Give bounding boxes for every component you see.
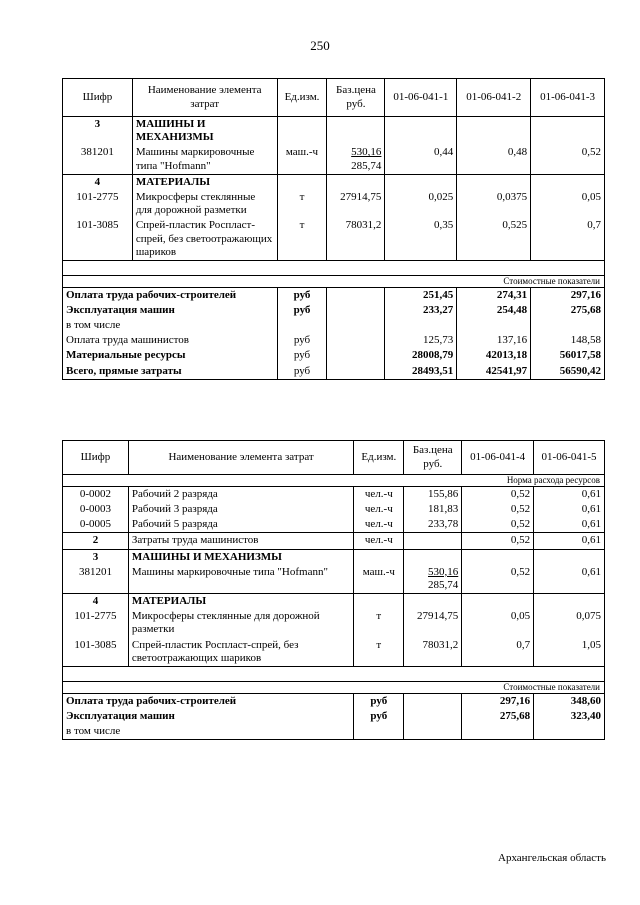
table-row: 0-0003 Рабочий 3 разряда чел.-ч 181,83 0,52 0,61: [63, 502, 605, 517]
cost-row: Материальные ресурсы руб 28008,79 42013,18 56017,58: [63, 348, 605, 363]
col-header-code: Шифр: [63, 79, 133, 117]
table-row: 101-3085 Спрей-пластик Роспласт-спрей, без светоотражающих шариков т 78031,2 0,35 0,525 0,7: [63, 218, 605, 260]
table-row: 101-2775 Микросферы стеклянные для дорожной разметки т 27914,75 0,05 0,075: [63, 609, 605, 637]
table-row: 101-2775 Микросферы стеклянные для дорожной разметки т 27914,75 0,025 0,0375 0,05: [63, 190, 605, 218]
cost-indicators-header: Стоимостные показатели: [63, 275, 605, 287]
col-header-name: Наименование элемента затрат: [128, 441, 353, 475]
section-driver-labor: 2 Затраты труда машинистов чел.-ч 0,52 0,61: [63, 533, 605, 549]
norm-header: Норма расхода ресурсов: [63, 475, 605, 487]
section-machines: 3 МАШИНЫ И МЕХАНИЗМЫ: [63, 549, 605, 565]
cost-row: Оплата труда машинистов руб 125,73 137,16 148,58: [63, 333, 605, 348]
col-header-code: Шифр: [63, 441, 129, 475]
cost-row: Оплата труда рабочих-строителей руб 297,16 348,60: [63, 693, 605, 709]
col-header-041-5: 01-06-041-5: [534, 441, 605, 475]
table-row: 101-3085 Спрей-пластик Роспласт-спрей, без светоотражающих шариков т 78031,2 0,7 1,05: [63, 638, 605, 667]
table-row: 0-0005 Рабочий 5 разряда чел.-ч 233,78 0,52 0,61: [63, 517, 605, 533]
cost-indicators-header: Стоимостные показатели: [63, 682, 605, 694]
col-header-041-2: 01-06-041-2: [457, 79, 531, 117]
table-row: 0-0002 Рабочий 2 разряда чел.-ч 155,86 0,52 0,61: [63, 486, 605, 502]
page-number: 250: [310, 38, 330, 53]
cost-row-total: Всего, прямые затраты руб 28493,51 42541,97 56590,42: [63, 364, 605, 380]
col-header-price: Баз.цена руб.: [404, 441, 462, 475]
section-machines: 3 МАШИНЫ И МЕХАНИЗМЫ: [63, 117, 605, 146]
col-header-041-3: 01-06-041-3: [531, 79, 605, 117]
section-materials: 4 МАТЕРИАЛЫ: [63, 174, 605, 190]
resource-table-1: [62, 78, 605, 380]
col-header-041-1: 01-06-041-1: [385, 79, 457, 117]
section-materials: 4 МАТЕРИАЛЫ: [63, 594, 605, 610]
col-header-unit: Ед.изм.: [277, 79, 327, 117]
col-header-unit: Ед.изм.: [354, 441, 404, 475]
resource-table-2: [62, 440, 605, 740]
cost-row: в том числе: [63, 724, 605, 740]
col-header-name: Наименование элемента затрат: [132, 79, 277, 117]
col-header-041-4: 01-06-041-4: [462, 441, 534, 475]
table-row: 381201 Машины маркировочные типа "Hofmann" маш.-ч 530,16 285,74 0,52 0,61: [63, 565, 605, 594]
cost-row: Оплата труда рабочих-строителей руб 251,45 274,31 297,16: [63, 287, 605, 303]
footer-region: Архангельская область: [498, 852, 606, 864]
cost-row: в том числе: [63, 318, 605, 333]
cost-row: Эксплуатация машин руб 275,68 323,40: [63, 709, 605, 724]
col-header-price: Баз.цена руб.: [327, 79, 385, 117]
cost-row: Эксплуатация машин руб 233,27 254,48 275,68: [63, 303, 605, 318]
table-row: 381201 Машины маркировочные типа "Hofmann" маш.-ч 530,16 285,74 0,44 0,48 0,52: [63, 145, 605, 174]
